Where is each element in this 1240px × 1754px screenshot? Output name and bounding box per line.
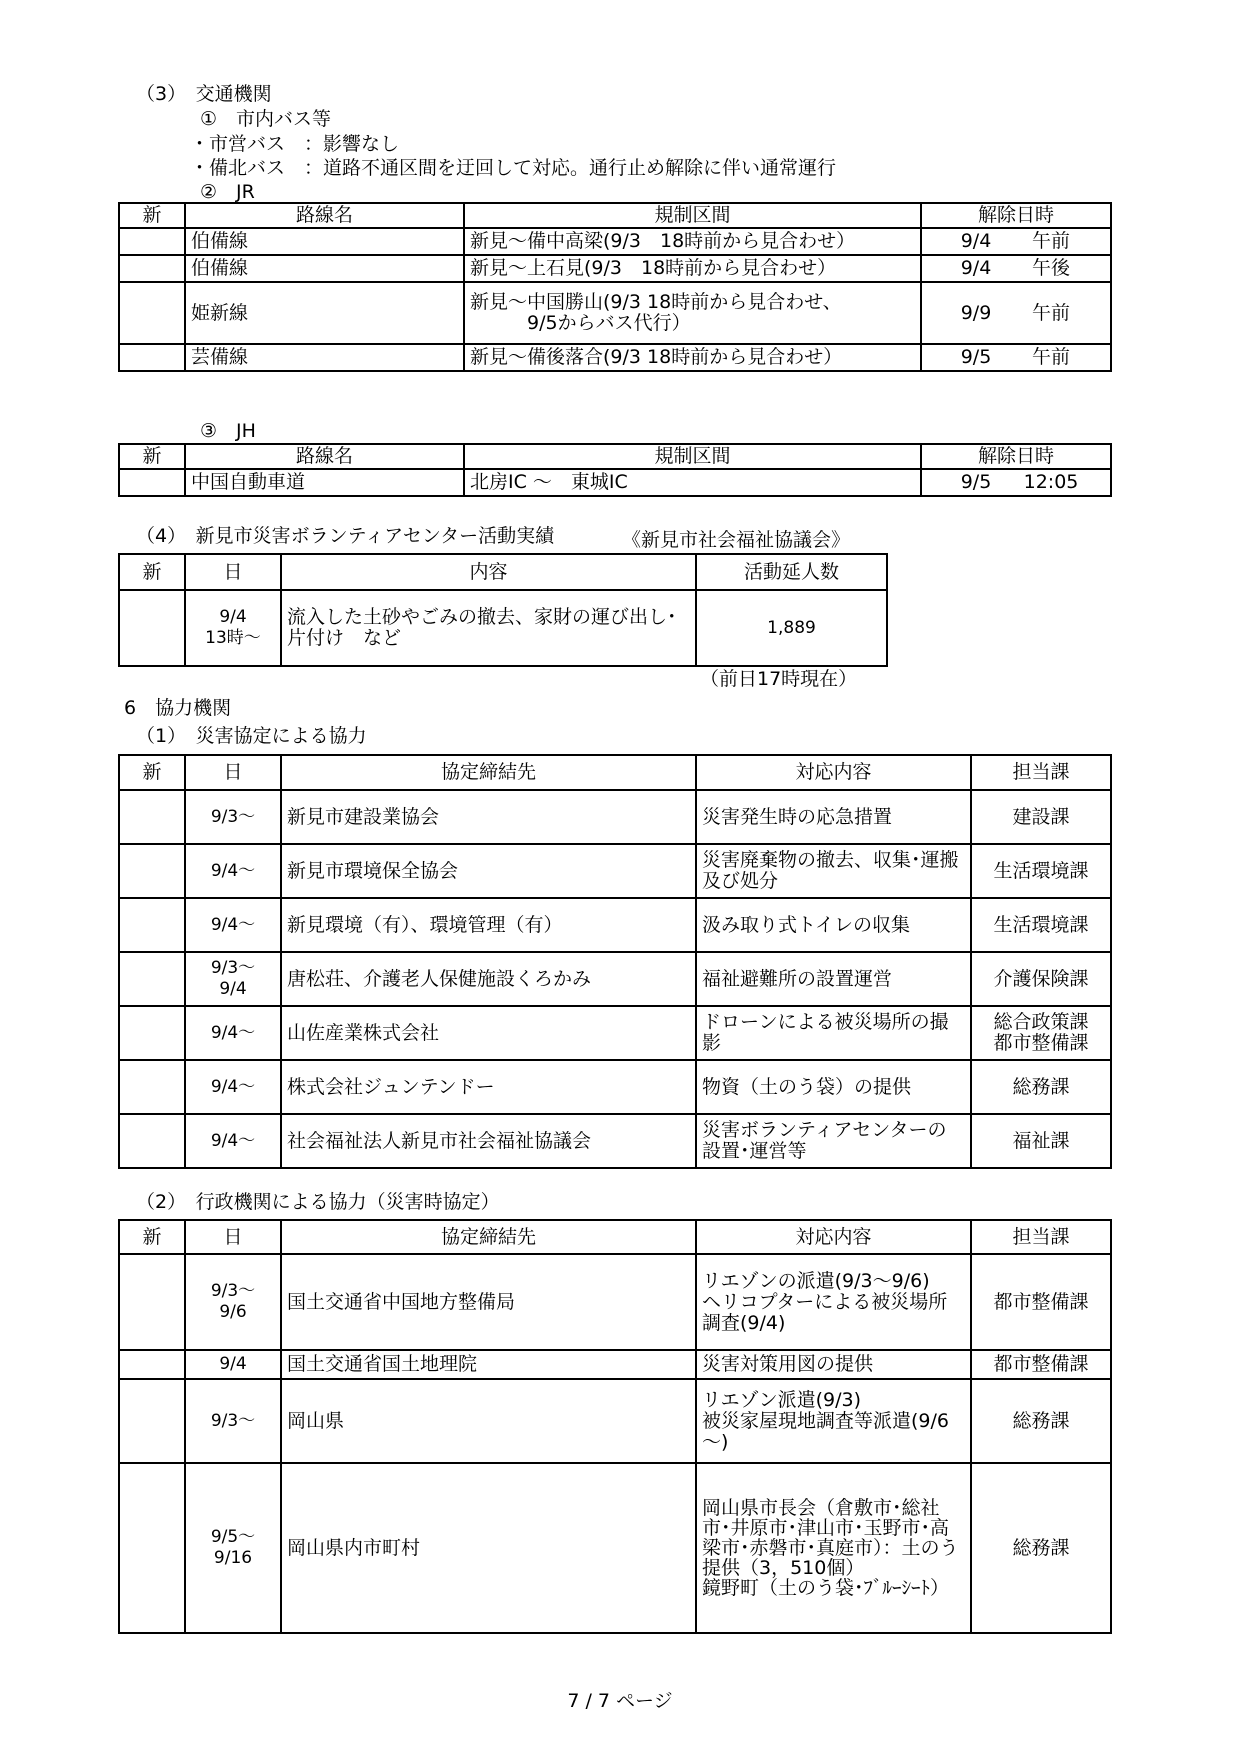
table-row: [119, 590, 887, 666]
cell-partner: 唐松荘、介護老人保健施設くろかみ: [281, 952, 696, 1006]
table-header-row: [119, 203, 1111, 228]
header-new: 新: [119, 1220, 185, 1254]
cell-dept: 介護保険課: [971, 952, 1111, 1006]
cell-release: [921, 344, 1111, 371]
section-heading-volunteer: （4） 新見市災害ボランティアセンター活動実績: [136, 525, 555, 547]
cell-partner: 国土交通省中国地方整備局: [281, 1254, 696, 1350]
cell-dept: 総務課: [971, 1060, 1111, 1114]
header-new: 新: [119, 755, 185, 790]
cell-content: 流入した土砂やごみの撤去、家財の運び出し･片付け など: [281, 590, 696, 666]
header-date: 日: [185, 1220, 281, 1254]
cell-partner: 新見市建設業協会: [281, 790, 696, 844]
cell-dept: 総務課: [971, 1463, 1111, 1633]
cell-response: 福祉避難所の設置運営: [696, 952, 971, 1006]
cell-partner: 岡山県内市町村: [281, 1463, 696, 1633]
jr-table: [118, 202, 1112, 372]
table-row: [119, 1379, 1111, 1463]
cell-date: 9/4～: [185, 1114, 281, 1168]
release-date: 9/5: [960, 471, 992, 493]
table-row: [119, 1114, 1111, 1168]
cell-date: 9/3～: [185, 790, 281, 844]
table-header-row: [119, 554, 887, 590]
subheading-jh: ③ JH: [200, 420, 256, 442]
cell-new: [119, 469, 185, 496]
subheading-disaster-agreement: （1） 災害協定による協力: [136, 725, 367, 747]
cell-date: 9/3～ 9/4: [185, 952, 281, 1006]
cell-route: 姫新線: [185, 282, 464, 344]
table-row: [119, 790, 1111, 844]
header-partner: 協定締結先: [281, 1220, 696, 1254]
admin-agreement-table: [118, 1219, 1112, 1634]
cell-response: リエゾン派遣(9/3) 被災家屋現地調査等派遣(9/6～): [696, 1379, 971, 1463]
cell-response: 災害発生時の応急措置: [696, 790, 971, 844]
cell-new: [119, 1006, 185, 1060]
release-date: 9/4: [960, 257, 992, 279]
cell-date: 9/4～: [185, 1006, 281, 1060]
disaster-agreement-table: [118, 754, 1112, 1169]
volunteer-note: （前日17時現在）: [700, 668, 858, 690]
header-response: 対応内容: [696, 755, 971, 790]
cell-route: 中国自動車道: [185, 469, 464, 496]
header-release: 解除日時: [921, 444, 1111, 469]
header-partner: 協定締結先: [281, 755, 696, 790]
cell-release: [921, 228, 1111, 255]
release-date: 9/5: [960, 346, 992, 368]
cell-date: 9/3～ 9/6: [185, 1254, 281, 1350]
cell-date: 9/4～: [185, 898, 281, 952]
cell-section: 新見～中国勝山(9/3 18時前から見合わせ、 9/5からバス代行）: [464, 282, 921, 344]
table-row: [119, 1350, 1111, 1379]
cell-new: [119, 228, 185, 255]
table-row: [119, 844, 1111, 898]
table-header-row: [119, 755, 1111, 790]
table-row: [119, 898, 1111, 952]
header-new: 新: [119, 203, 185, 228]
cell-new: [119, 1254, 185, 1350]
cell-new: [119, 898, 185, 952]
cell-section: 新見～上石見(9/3 18時前から見合わせ）: [464, 255, 921, 282]
cell-new: [119, 790, 185, 844]
header-section: 規制区間: [464, 444, 921, 469]
cell-response: 岡山県市長会（倉敷市･総社市･井原市･津山市･玉野市･高梁市･赤磐市･真庭市）：土のう提供（3，510個） 鏡野町（土のう袋･ﾌﾞﾙｰｼｰﾄ）: [696, 1463, 971, 1633]
cell-date: 9/3～: [185, 1379, 281, 1463]
table-row: [119, 1254, 1111, 1350]
cell-response: ドローンによる被災場所の撮影: [696, 1006, 971, 1060]
cell-partner: 株式会社ジュンテンドー: [281, 1060, 696, 1114]
cell-date: 9/4: [185, 1350, 281, 1379]
cell-dept: 総務課: [971, 1379, 1111, 1463]
cell-dept: 福祉課: [971, 1114, 1111, 1168]
volunteer-source: 《新見市社会福祉協議会》: [622, 529, 851, 551]
cell-route: 伯備線: [185, 228, 464, 255]
bus-line-bihoku: ・備北バス ：道路不通区間を迂回して対応。通行止め解除に伴い通常運行: [190, 157, 837, 179]
release-time: 午前: [1031, 346, 1070, 368]
cell-count: 1,889: [696, 590, 887, 666]
table-header-row: [119, 1220, 1111, 1254]
cell-release: [921, 255, 1111, 282]
release-time: 午前: [1031, 230, 1070, 252]
cell-dept: 建設課: [971, 790, 1111, 844]
header-new: 新: [119, 444, 185, 469]
cell-new: [119, 844, 185, 898]
cell-release: [921, 469, 1111, 496]
cell-route: 芸備線: [185, 344, 464, 371]
cell-new: [119, 952, 185, 1006]
cell-date: 9/4 13時～: [185, 590, 281, 666]
table-row: [119, 255, 1111, 282]
cell-response: 災害ボランティアセンターの設置･運営等: [696, 1114, 971, 1168]
table-row: [119, 1060, 1111, 1114]
cell-partner: 山佐産業株式会社: [281, 1006, 696, 1060]
page-number: 7 / 7 ページ: [567, 1690, 673, 1712]
header-dept: 担当課: [971, 1220, 1111, 1254]
volunteer-table: [118, 553, 888, 667]
table-row: [119, 952, 1111, 1006]
cell-date: 9/4～: [185, 844, 281, 898]
header-section: 規制区間: [464, 203, 921, 228]
header-dept: 担当課: [971, 755, 1111, 790]
cell-response: 災害対策用図の提供: [696, 1350, 971, 1379]
release-time: 午前: [1031, 301, 1070, 324]
table-row: [119, 1006, 1111, 1060]
release-date: 9/4: [960, 230, 992, 252]
cell-dept: 生活環境課: [971, 898, 1111, 952]
table-header-row: [119, 444, 1111, 469]
cell-partner: 新見環境（有）、環境管理（有）: [281, 898, 696, 952]
cell-response: 物資（土のう袋）の提供: [696, 1060, 971, 1114]
cell-section: 新見～備後落合(9/3 18時前から見合わせ）: [464, 344, 921, 371]
header-date: 日: [185, 554, 281, 590]
section-heading-cooperation: 6 協力機関: [124, 697, 232, 719]
cell-release: [921, 282, 1111, 344]
cell-response: リエゾンの派遣(9/3～9/6) ヘリコプターによる被災場所調査(9/4): [696, 1254, 971, 1350]
cell-partner: 新見市環境保全協会: [281, 844, 696, 898]
header-content: 内容: [281, 554, 696, 590]
header-new: 新: [119, 554, 185, 590]
cell-dept: 総合政策課 都市整備課: [971, 1006, 1111, 1060]
table-row: [119, 282, 1111, 344]
header-count: 活動延人数: [696, 554, 887, 590]
cell-dept: 都市整備課: [971, 1350, 1111, 1379]
jh-table: [118, 443, 1112, 497]
cell-new: [119, 1060, 185, 1114]
cell-section: 北房IC ～ 東城IC: [464, 469, 921, 496]
cell-response: 災害廃棄物の撤去、収集･運搬及び処分: [696, 844, 971, 898]
header-date: 日: [185, 755, 281, 790]
table-row: [119, 228, 1111, 255]
cell-route: 伯備線: [185, 255, 464, 282]
header-route: 路線名: [185, 203, 464, 228]
header-release: 解除日時: [921, 203, 1111, 228]
table-row: [119, 469, 1111, 496]
subheading-admin-agreement: （2） 行政機関による協力（災害時協定）: [136, 1191, 500, 1213]
cell-new: [119, 1463, 185, 1633]
cell-new: [119, 1114, 185, 1168]
subheading-jr: ② JR: [200, 181, 255, 203]
cell-new: [119, 255, 185, 282]
cell-new: [119, 590, 185, 666]
subheading-city-bus: ① 市内バス等: [200, 108, 332, 130]
release-time: 12:05: [1023, 471, 1079, 493]
header-route: 路線名: [185, 444, 464, 469]
bus-line-municipal: ・市営バス ：影響なし: [190, 133, 400, 155]
cell-section: 新見～備中高梁(9/3 18時前から見合わせ）: [464, 228, 921, 255]
release-time: 午後: [1031, 257, 1070, 279]
cell-new: [119, 282, 185, 344]
table-row: [119, 344, 1111, 371]
cell-new: [119, 344, 185, 371]
cell-dept: 生活環境課: [971, 844, 1111, 898]
header-response: 対応内容: [696, 1220, 971, 1254]
cell-date: 9/4～: [185, 1060, 281, 1114]
cell-dept: 都市整備課: [971, 1254, 1111, 1350]
cell-response: 汲み取り式トイレの収集: [696, 898, 971, 952]
cell-partner: 国土交通省国土地理院: [281, 1350, 696, 1379]
cell-new: [119, 1379, 185, 1463]
cell-date: 9/5～ 9/16: [185, 1463, 281, 1633]
section-heading-transport: （3） 交通機関: [136, 83, 272, 105]
release-date: 9/9: [960, 301, 992, 324]
cell-new: [119, 1350, 185, 1379]
cell-partner: 岡山県: [281, 1379, 696, 1463]
cell-partner: 社会福祉法人新見市社会福祉協議会: [281, 1114, 696, 1168]
table-row: [119, 1463, 1111, 1633]
